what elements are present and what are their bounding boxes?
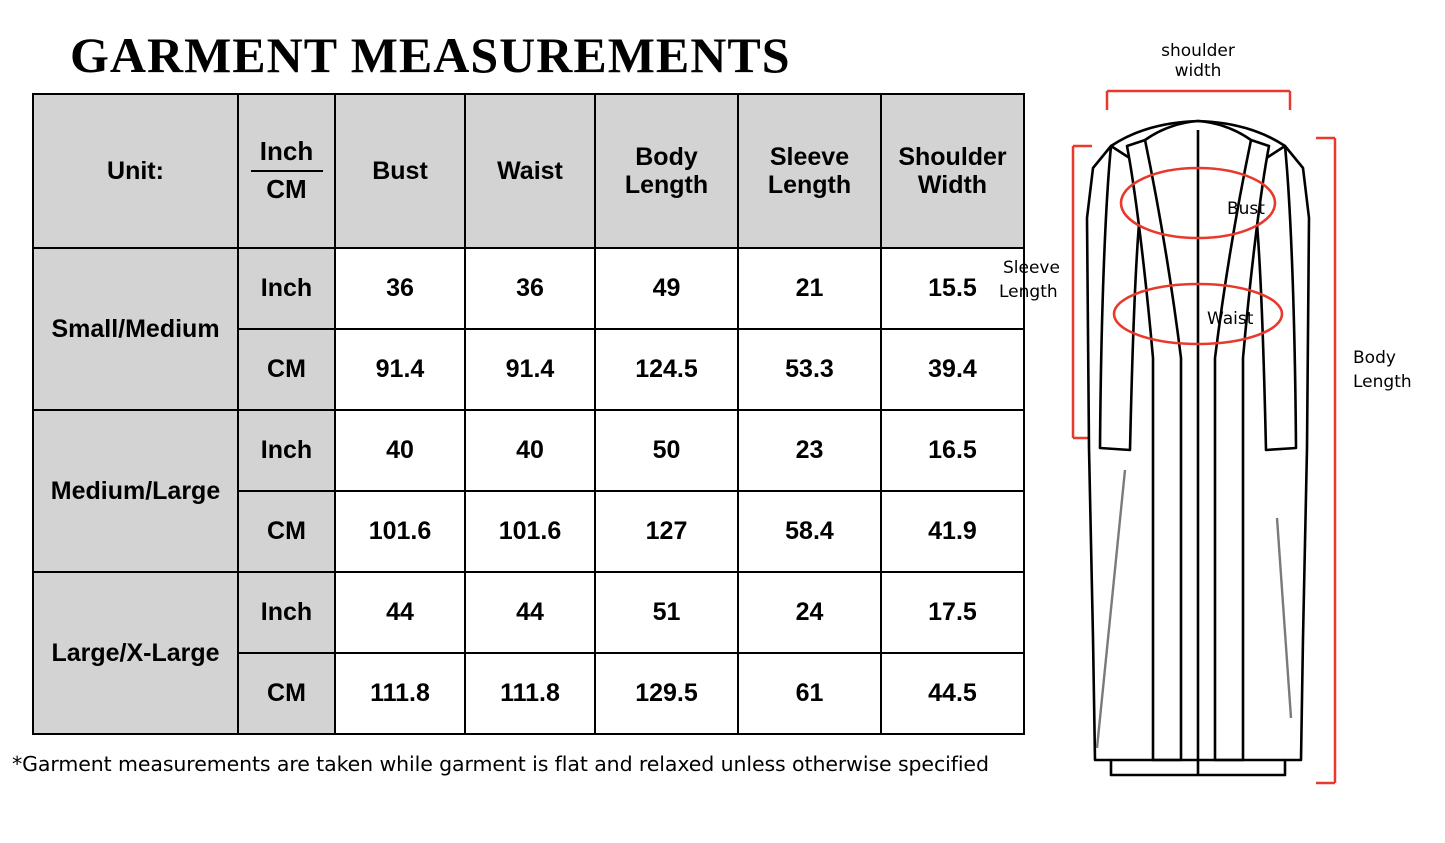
row-unit-inch: Inch — [238, 410, 335, 491]
label-sleeve-length-line2: Length — [999, 282, 1058, 302]
table-header — [33, 94, 1024, 248]
label-shoulder-width-line2: width — [1174, 61, 1222, 81]
cell-body-length: 51 — [595, 572, 738, 653]
row-size-small-medium: Small/Medium — [33, 248, 238, 410]
cell-shoulder-width: 44.5 — [881, 653, 1024, 734]
header-shoulder-width: Shoulder Width — [881, 94, 1024, 248]
shoulder-width-bracket — [1107, 91, 1290, 110]
label-body-length-line2: Length — [1353, 372, 1412, 392]
header-body-length: Body Length — [595, 94, 738, 248]
cell-waist: 40 — [465, 410, 595, 491]
header-bust: Bust — [335, 94, 465, 248]
cell-sleeve-length: 53.3 — [738, 329, 881, 410]
header-sleeve-length: Sleeve Length — [738, 94, 881, 248]
footnote-text: *Garment measurements are taken while garment is flat and relaxed unless otherwise specified — [12, 752, 989, 776]
cell-bust: 101.6 — [335, 491, 465, 572]
cell-shoulder-width: 15.5 — [881, 248, 1024, 329]
cell-shoulder-width: 17.5 — [881, 572, 1024, 653]
garment-diagram — [985, 18, 1445, 818]
cell-body-length: 129.5 — [595, 653, 738, 734]
table-row — [33, 410, 1024, 491]
header-unit-toggle — [238, 94, 335, 248]
cell-shoulder-width: 41.9 — [881, 491, 1024, 572]
label-bust: Bust — [1227, 199, 1265, 219]
cell-sleeve-length: 61 — [738, 653, 881, 734]
row-unit-inch: Inch — [238, 572, 335, 653]
header-unit-label: Unit: — [33, 94, 238, 248]
cell-sleeve-length: 23 — [738, 410, 881, 491]
row-unit-cm: CM — [238, 329, 335, 410]
cell-waist: 101.6 — [465, 491, 595, 572]
row-unit-cm: CM — [238, 491, 335, 572]
table-body — [33, 248, 1024, 734]
cell-waist: 91.4 — [465, 329, 595, 410]
cell-body-length: 124.5 — [595, 329, 738, 410]
cell-bust: 36 — [335, 248, 465, 329]
cell-shoulder-width: 16.5 — [881, 410, 1024, 491]
table-row — [33, 572, 1024, 653]
cell-body-length: 49 — [595, 248, 738, 329]
header-waist: Waist — [465, 94, 595, 248]
cell-bust: 44 — [335, 572, 465, 653]
cell-waist: 44 — [465, 572, 595, 653]
cell-sleeve-length: 24 — [738, 572, 881, 653]
measurements-table — [32, 93, 1025, 735]
label-shoulder-width-line1: shoulder — [1161, 41, 1235, 61]
header-unit-cm: CM — [266, 174, 307, 204]
page-title: GARMENT MEASUREMENTS — [70, 27, 791, 83]
cell-bust: 111.8 — [335, 653, 465, 734]
cell-body-length: 50 — [595, 410, 738, 491]
label-sleeve-length-line1: Sleeve — [1003, 258, 1060, 278]
cell-sleeve-length: 21 — [738, 248, 881, 329]
table-row — [33, 248, 1024, 329]
measurements-table-container — [32, 93, 1007, 735]
cell-bust: 91.4 — [335, 329, 465, 410]
garment-outline — [1087, 121, 1309, 775]
cell-waist: 111.8 — [465, 653, 595, 734]
cell-body-length: 127 — [595, 491, 738, 572]
label-body-length-line1: Body — [1353, 348, 1396, 368]
header-unit-divider — [251, 170, 323, 172]
label-waist: Waist — [1207, 309, 1254, 329]
cell-sleeve-length: 58.4 — [738, 491, 881, 572]
header-unit-inch: Inch — [259, 136, 314, 167]
row-unit-inch: Inch — [238, 248, 335, 329]
cell-waist: 36 — [465, 248, 595, 329]
body-length-bracket — [1316, 138, 1335, 783]
cell-bust: 40 — [335, 410, 465, 491]
row-size-medium-large: Medium/Large — [33, 410, 238, 572]
row-size-large-xlarge: Large/X-Large — [33, 572, 238, 734]
row-unit-cm: CM — [238, 653, 335, 734]
cell-shoulder-width: 39.4 — [881, 329, 1024, 410]
table-header-row — [33, 94, 1024, 248]
